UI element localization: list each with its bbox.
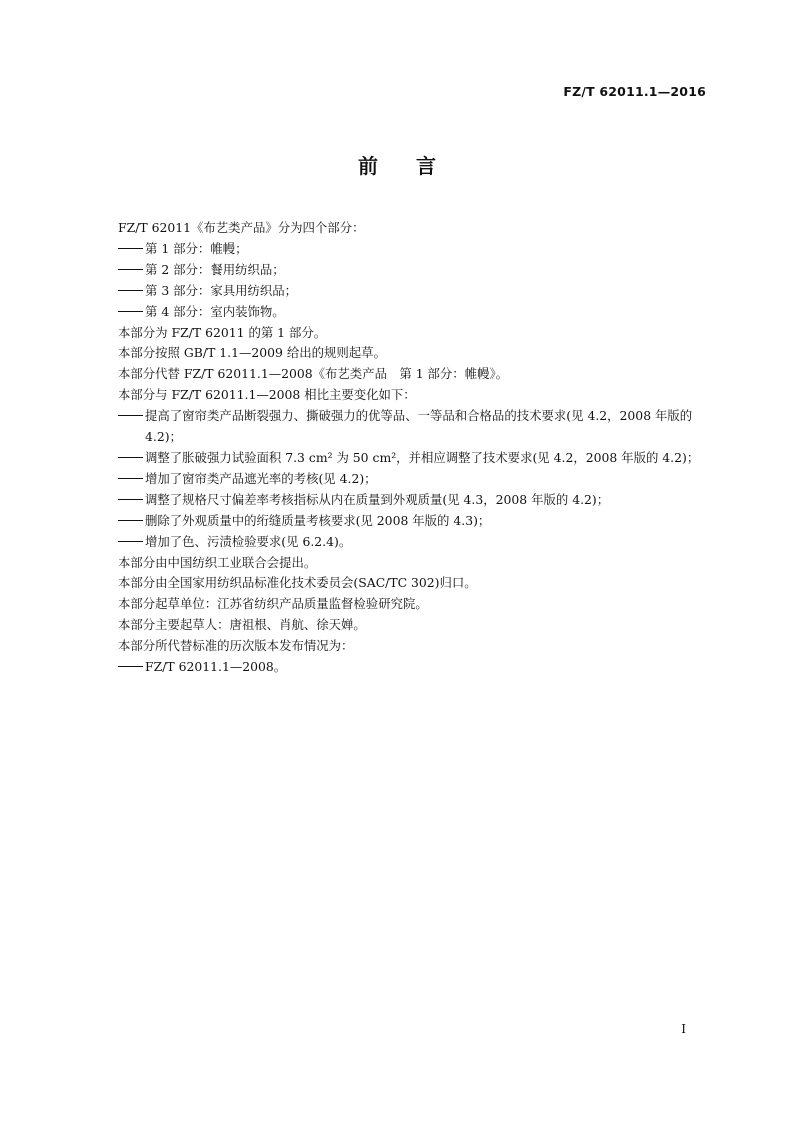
list-item [118,657,708,678]
paragraph-text: 本部分代替 FZ/T 62011.1—2008《布艺类产品 第 1 部分：帷幔》。 [118,366,509,382]
paragraph [118,385,708,406]
paragraph [118,594,708,615]
paragraph [118,343,708,364]
paragraph [118,573,708,594]
list-item-text: 第 3 部分：家具用纺织品； [145,282,298,298]
paragraph [118,615,708,636]
list-item [118,469,708,490]
em-dash-marker [118,469,145,490]
paragraph-text: FZ/T 62011《布艺类产品》分为四个部分： [118,220,365,235]
list-item-text: 增加了窗帘类产品遮光率的考核(见 4.2)； [145,470,377,486]
em-dash-marker [118,511,145,532]
paragraph-text: 本部分与 FZ/T 62011.1—2008 相比主要变化如下： [118,387,416,403]
list-item-text: 调整了规格尺寸偏差率考核指标从内在质量到外观质量(见 4.3，2008 年版的 4.2)； [145,491,610,507]
em-dash-marker [118,657,145,678]
list-item [118,532,708,553]
paragraph-text: 本部分为 FZ/T 62011 的第 1 部分。 [118,324,327,340]
list-item-text: 第 2 部分：餐用纺织品； [145,261,285,277]
em-dash-marker [118,406,145,427]
paragraph [118,323,708,344]
em-dash-marker [118,260,145,281]
list-item [118,511,708,532]
em-dash-marker [118,281,145,302]
paragraph-text: 本部分由中国纺织工业联合会提出。 [118,554,317,570]
page-title: 前言 [358,154,474,178]
paragraph [118,364,708,385]
em-dash-marker [118,302,145,323]
list-item-text: FZ/T 62011.1—2008。 [145,659,287,675]
list-item [118,448,708,469]
paragraph-text: 本部分按照 GB/T 1.1—2009 给出的规则起草。 [118,345,386,361]
list-item [118,260,708,281]
list-item [118,281,708,302]
list-item-text: 调整了胀破强力试验面积 7.3 cm² 为 50 cm²，并相应调整了技术要求(见 4.2，2008 年版的 4.2)； [145,449,700,465]
list-item [118,239,708,260]
document-code: FZ/T 62011.1—2016 [563,84,706,99]
list-item-text: 提高了窗帘类产品断裂强力、撕破强力的优等品、一等品和合格品的技术要求(见 4.2，2008 年版的 4.2)； [145,408,693,445]
list-item [118,302,708,323]
list-item-text: 第 1 部分：帷幔； [145,240,248,256]
paragraph [118,636,708,657]
em-dash-marker [118,490,145,511]
list-item [118,406,708,448]
em-dash-marker [118,239,145,260]
paragraph [118,553,708,574]
list-item-text: 增加了色、污渍检验要求(见 6.2.4)。 [145,533,352,549]
page-number: I [681,1022,686,1036]
paragraph-text: 本部分主要起草人：唐祖根、肖航、徐天婵。 [118,617,366,633]
em-dash-marker [118,448,145,469]
list-item-text: 删除了外观质量中的绗缝质量考核要求(见 2008 年版的 4.3)； [145,512,491,528]
list-item-text: 第 4 部分：室内装饰物。 [145,303,285,319]
list-item [118,490,708,511]
paragraph-text: 本部分起草单位：江苏省纺织产品质量监督检验研究院。 [118,596,428,612]
foreword-body [118,218,708,678]
em-dash-marker [118,532,145,553]
paragraph-text: 本部分由全国家用纺织品标准化技术委员会(SAC/TC 302)归口。 [118,575,477,591]
paragraph [118,218,708,239]
paragraph-text: 本部分所代替标准的历次版本发布情况为： [118,638,354,654]
